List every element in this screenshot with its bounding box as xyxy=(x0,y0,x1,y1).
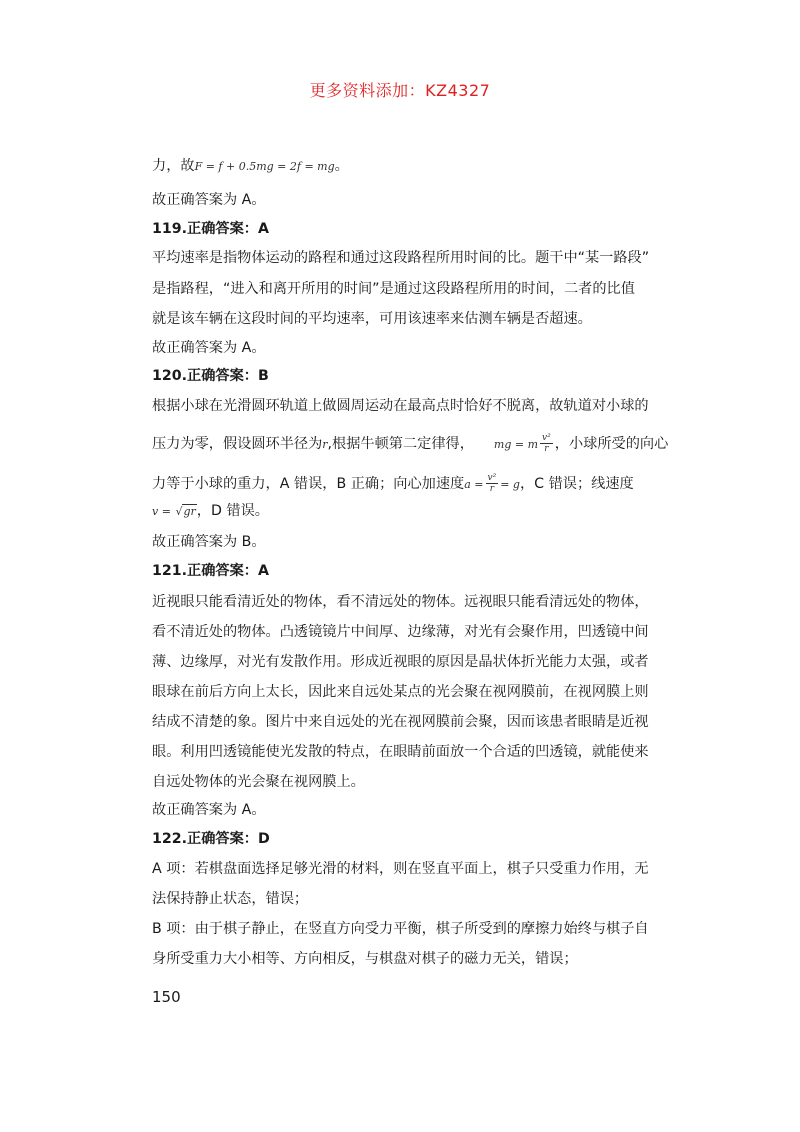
question-heading: 120.正确答案：B xyxy=(152,368,269,384)
text-span: 压力为零，假设圆环半径为 xyxy=(152,436,323,452)
page-number: 150 xyxy=(152,988,181,1006)
text-line: 法保持静止状态，错误； xyxy=(152,891,309,907)
text-line xyxy=(152,473,634,493)
text-line: 近视眼只能看清近处的物体，看不清远处的物体。远视眼只能看清远处的物体， xyxy=(152,594,649,610)
fraction-numerator: v² xyxy=(487,473,497,483)
text-line: 眼球在前后方向上太长，因此来自远处某点的光会聚在视网膜前，在视网膜上则 xyxy=(152,684,649,700)
accel-formula: a = xyxy=(464,478,484,491)
radius-symbol: r xyxy=(322,438,328,451)
text-line: 结成不清楚的象。图片中来自远处的光在视网膜前会聚，因而该患者眼睛是近视 xyxy=(152,714,649,730)
text-line xyxy=(152,156,349,176)
force-formula: F = f + 0.5mg = 2f = mg xyxy=(194,160,335,173)
newton-formula: mg = m xyxy=(493,438,539,451)
sqrt-symbol: √ xyxy=(175,505,183,518)
watermark: 更多资料添加：KZ4327 xyxy=(309,81,491,100)
speed-formula: v = xyxy=(152,505,171,518)
text-span: ，C 错误；线速度 xyxy=(519,476,634,492)
fraction-denominator: r xyxy=(489,484,494,494)
question-heading: 121.正确答案：A xyxy=(152,563,269,579)
fraction-denominator: r xyxy=(544,444,549,454)
text-span: 。 xyxy=(334,158,349,174)
question-heading: 119.正确答案：A xyxy=(152,221,269,237)
newton-fraction xyxy=(540,433,553,455)
sqrt-radicand: gr xyxy=(183,505,196,518)
text-line: 自远处物体的光会聚在视网膜上。 xyxy=(152,774,365,790)
text-line xyxy=(152,433,668,453)
accel-equals: = g xyxy=(500,478,520,491)
text-line: 就是该车辆在这段时间的平均速率，可用该速率来估测车辆是否超速。 xyxy=(152,311,592,327)
text-span: 力等于小球的重力，A 错误，B 正确；向心加速度 xyxy=(152,476,465,492)
text-span: ,根据牛顿第二定律得， xyxy=(327,436,474,452)
answer-line: 故正确答案为 B。 xyxy=(152,534,266,550)
answer-line: 故正确答案为 A。 xyxy=(152,802,266,818)
text-line: 是指路程，“进入和离开所用的时间”是通过这段路程所用的时间，二者的比值 xyxy=(152,281,635,297)
text-line xyxy=(152,501,269,521)
text-line: 身所受重力大小相等、方向相反，与棋盘对棋子的磁力无关，错误； xyxy=(152,951,578,967)
text-line: B 项：由于棋子静止，在竖直方向受力平衡，棋子所受到的摩擦力始终与棋子自 xyxy=(152,921,649,937)
fraction-numerator: v² xyxy=(542,433,551,443)
text-line: 眼。利用凹透镜能使光发散的特点，在眼睛前面放一个合适的凹透镜，就能使来 xyxy=(152,744,649,760)
text-line: 薄、边缘厚，对光有发散作用。形成近视眼的原因是晶状体折光能力太强，或者 xyxy=(152,654,649,670)
answer-line: 故正确答案为 A。 xyxy=(152,340,266,356)
text-line: A 项：若棋盘面选择足够光滑的材料，则在竖直平面上，棋子只受重力作用，无 xyxy=(152,861,649,877)
text-line: 平均速率是指物体运动的路程和通过这段路程所用时间的比。题干中“某一路段” xyxy=(152,250,650,266)
text-span: ，小球所受的向心 xyxy=(554,436,669,452)
text-span: ，D 错误。 xyxy=(196,503,269,519)
accel-fraction xyxy=(486,473,499,495)
text-span: 力，故 xyxy=(152,158,195,174)
text-line: 根据小球在光滑圆环轨道上做圆周运动在最高点时恰好不脱离，故轨道对小球的 xyxy=(152,398,649,414)
answer-line: 故正确答案为 A。 xyxy=(152,192,266,208)
text-line: 看不清近处的物体。凸透镜镜片中间厚、边缘薄，对光有会聚作用，凹透镜中间 xyxy=(152,624,649,640)
question-heading: 122.正确答案：D xyxy=(152,831,270,847)
